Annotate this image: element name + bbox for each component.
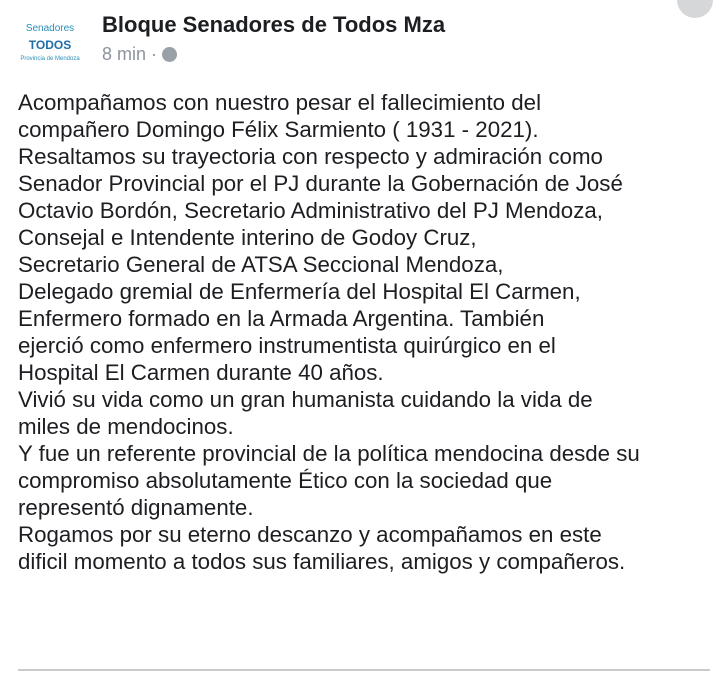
divider [18,669,710,671]
post-text-line: compañero Domingo Félix Sarmiento ( 1931 - 2021). [18,117,539,142]
page-avatar-logo[interactable] [18,14,82,72]
post-text-line: Rogamos por su eterno descanzo y acompañamos en este [18,522,602,547]
post-meta [102,43,177,65]
post-text-line: Senador Provincial por el PJ durante la Gobernación de José [18,171,623,196]
logo-line2: TODOS [28,38,72,52]
more-options-button[interactable] [677,0,713,18]
post-author[interactable]: Bloque Senadores de Todos Mza [102,12,446,37]
post-text-line: Enfermero formado en la Armada Argentina. También [18,306,545,331]
post-text-line: ejerció como enfermero instrumentista quirúrgico en el [18,333,556,358]
post-text-line: dificil momento a todos sus familiares, amigos y compañeros. [18,549,626,574]
post-text-line: miles de mendocinos. [18,414,234,439]
post-text-line: Vivió su vida como un gran humanista cuidando la vida de [18,387,593,412]
globe-icon [162,47,177,62]
post-text-line: Acompañamos con nuestro pesar el fallecimiento del [18,90,542,115]
separator: · [151,44,158,64]
post-text-line: Octavio Bordón, Secretario Administrativo del PJ Mendoza, [18,198,603,223]
post-text-line: Resaltamos su trayectoria con respecto y admiración como [18,144,603,169]
post-text-line: compromiso absolutamente Ético con la sociedad que [18,468,553,493]
post-text-line: Secretario General de ATSA Seccional Mendoza, [18,252,504,277]
post-text-line: representó dignamente. [18,495,254,520]
post-text-line: Consejal e Intendente interino de Godoy Cruz, [18,225,477,250]
post-text-line: Hospital El Carmen durante 40 años. [18,360,384,385]
post-text-line: Delegado gremial de Enfermería del Hospital El Carmen, [18,279,581,304]
post-text-line: Y fue un referente provincial de la política mendocina desde su [18,441,640,466]
post-text [18,89,640,575]
logo-line1: Senadores [25,23,75,34]
logo-line3: Provincia de Mendoza [20,56,80,62]
post-time[interactable]: 8 min [102,44,147,64]
